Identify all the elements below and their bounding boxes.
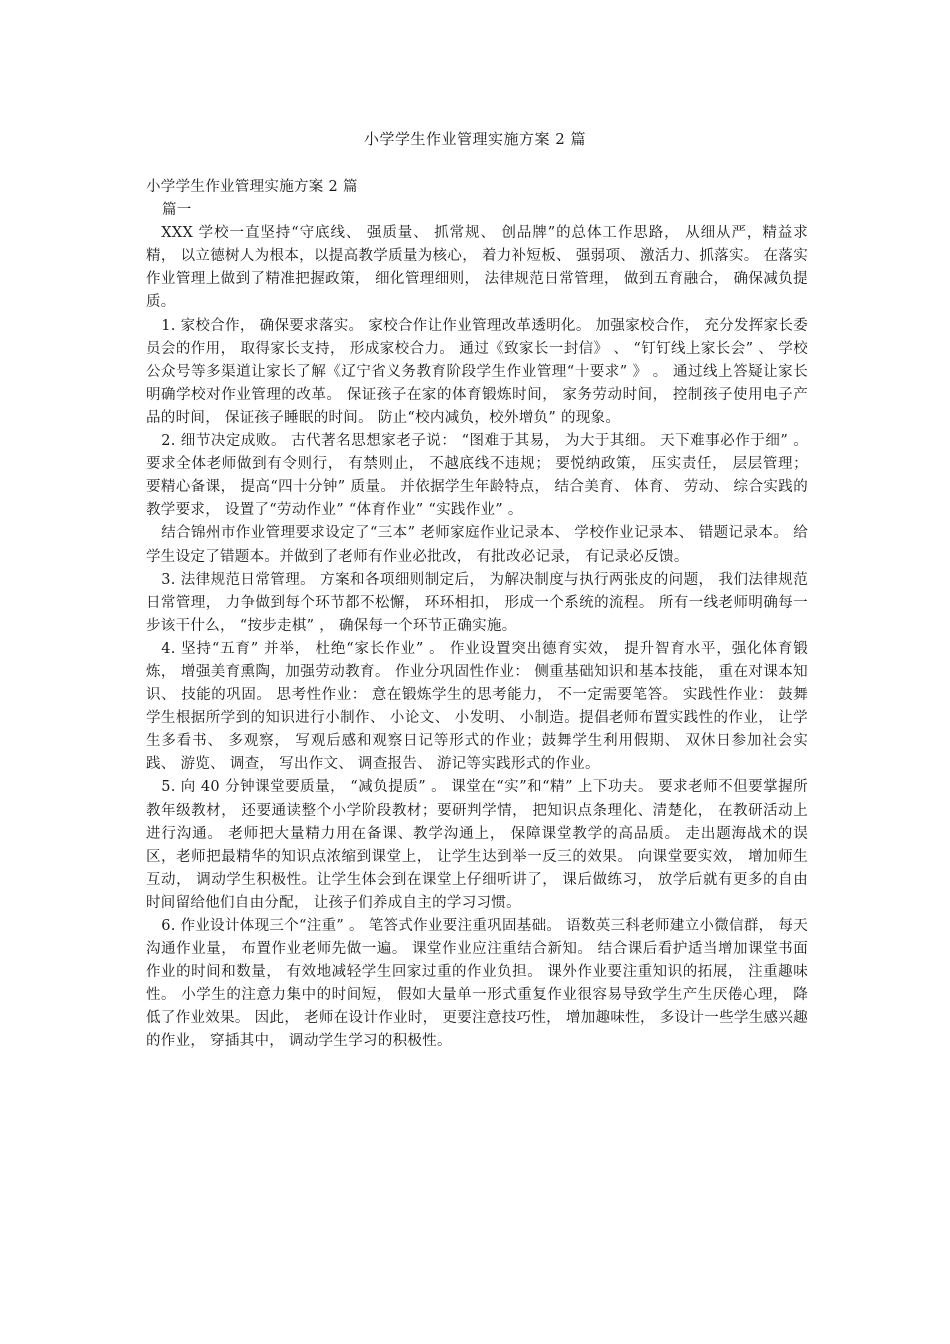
paragraph-5-classroom-quality: 5. 向 40 分钟课堂要质量， “减负提质” 。 课堂在“实”和“精” 上下功夫。 要求老师不但要掌握所教年级教材， 还要通读整个小学阶段教材；要研判学情， 把知识点条理化、清楚化， 在教研活动上进行沟通。 老师把大量精力用在备课、教学沟通上， 保障课堂教学的高品质。 走出题海战术的误区，老师把最精华的知识点浓缩到课堂上， 让学生达到举一反三的效果。 向课堂要实效， 增加师生互动， 调动学生积极性。让学生体会到在课堂上仔细听讲了， 课后做练习， 放学后就有更多的自由时间留给他们自由分配， 让孩子们养成自主的学习习惯。 <box>146 779 808 911</box>
document-subtitle: 小学学生作业管理实施方案 2 篇 <box>146 179 358 195</box>
paragraph-3-regulate-daily-management: 3. 法律规范日常管理。 方案和各项细则制定后， 为解决制度与执行两张皮的问题， 我们法律规范日常管理， 力争做到每个环节都不松懈， 环环相扣， 形成一个系统的流程。 所有一线老师明确每一步该干什么， “按步走棋” ， 确保每一个环节正确实施。 <box>146 571 808 634</box>
document-title: 小学学生作业管理实施方案 2 篇 <box>363 130 587 148</box>
paragraph-three-notebooks: 结合锦州市作业管理要求设定了“三本” 老师家庭作业记录本、 学校作业记录本、 错题记录本。 给学生设定了错题本。并做到了老师有作业必批改， 有批改必记录， 有记录必反馈。 <box>146 525 808 565</box>
paragraph-4-five-educations: 4. 坚持“五育” 并举， 杜绝“家长作业” 。 作业设置突出德育实效， 提升智育水平，强化体育锻炼， 增强美育熏陶，加强劳动教育。 作业分巩固性作业： 侧重基础知识和基本技能， 重在对课本知识、 技能的巩固。 思考性作业： 意在锻炼学生的思考能力， 不一定需要笔答。 实践性作业： 鼓舞学生根据所学到的知识进行小制作、 小论文、 小发明、 小制造。提倡老师布置实践性的作业， 让学生多看书、 多观察， 写观后感和观察日记等形式的作业；鼓舞学生利用假期、 双休日参加社会实践、 游览、 调查， 写出作文、 调查报告、 游记等实践形式的作业。 <box>146 640 808 773</box>
paragraph-6-homework-design: 6. 作业设计体现三个“注重” 。 笔答式作业要注重巩固基础。 语数英三科老师建立小微信群， 每天沟通作业量， 布置作业老师先做一遍。 课堂作业应注重结合新知。 结合课后看护适当增加课堂书面作业的时间和数量， 有效地减轻学生回家过重的作业负担。 课外作业要注重知识的拓展， 注重趣味性。 小学生的注意力集中的时间短， 假如大量单一形式重复作业很容易导致学生产生厌倦心理， 降低了作业效果。 因此， 老师在设计作业时， 更要注意技巧性， 增加趣味性， 多设计一些学生感兴趣的作业， 穿插其中， 调动学生学习的积极性。 <box>146 918 808 1050</box>
paragraph-2-details-decide-success: 2. 细节决定成败。 古代著名思想家老子说： “图难于其易， 为大于其细。 天下难事必作于细” 。 要求全体老师做到有令则行， 有禁则止， 不越底线不违规； 要悦纳政策， 压实责任， 层层管理； 要精心备课， 提高“四十分钟” 质量。 并依据学生年龄特点， 结合美育、 体育、 劳动、 综合实践的教学要求， 设置了“劳动作业” “体育作业” “实践作业” 。 <box>146 433 808 519</box>
paragraph-intro: XXX 学校一直坚持“守底线、 强质量、 抓常规、 创品牌”的总体工作思路， 从细从严，精益求精， 以立德树人为根本，以提高教学质量为核心， 着力补短板、 强弱项、 激活力、抓落实。 在落实作业管理上做到了精准把握政策， 细化管理细则， 法律规范日常管理， 做到五育融合， 确保减负提质。 <box>146 225 808 311</box>
section-label: 篇一 <box>162 202 192 219</box>
document-body <box>146 176 808 1054</box>
paragraph-1-home-school-cooperation: 1. 家校合作， 确保要求落实。 家校合作让作业管理改革透明化。 加强家校合作， 充分发挥家长委员会的作用， 取得家长支持， 形成家校合力。 通过《致家长一封信》 、 “钉钉线上家长会” 、 学校公众号等多渠道让家长了解《辽宁省义务教育阶段学生作业管理“十要求” 》 。 通过线上答疑让家长明确学校对作业管理的改革。 保证孩子在家的体育锻炼时间， 家务劳动时间， 控制孩子使用电子产品的时间， 保证孩子睡眠的时间。 防止“校内减负，校外增负” 的现象。 <box>146 317 808 426</box>
